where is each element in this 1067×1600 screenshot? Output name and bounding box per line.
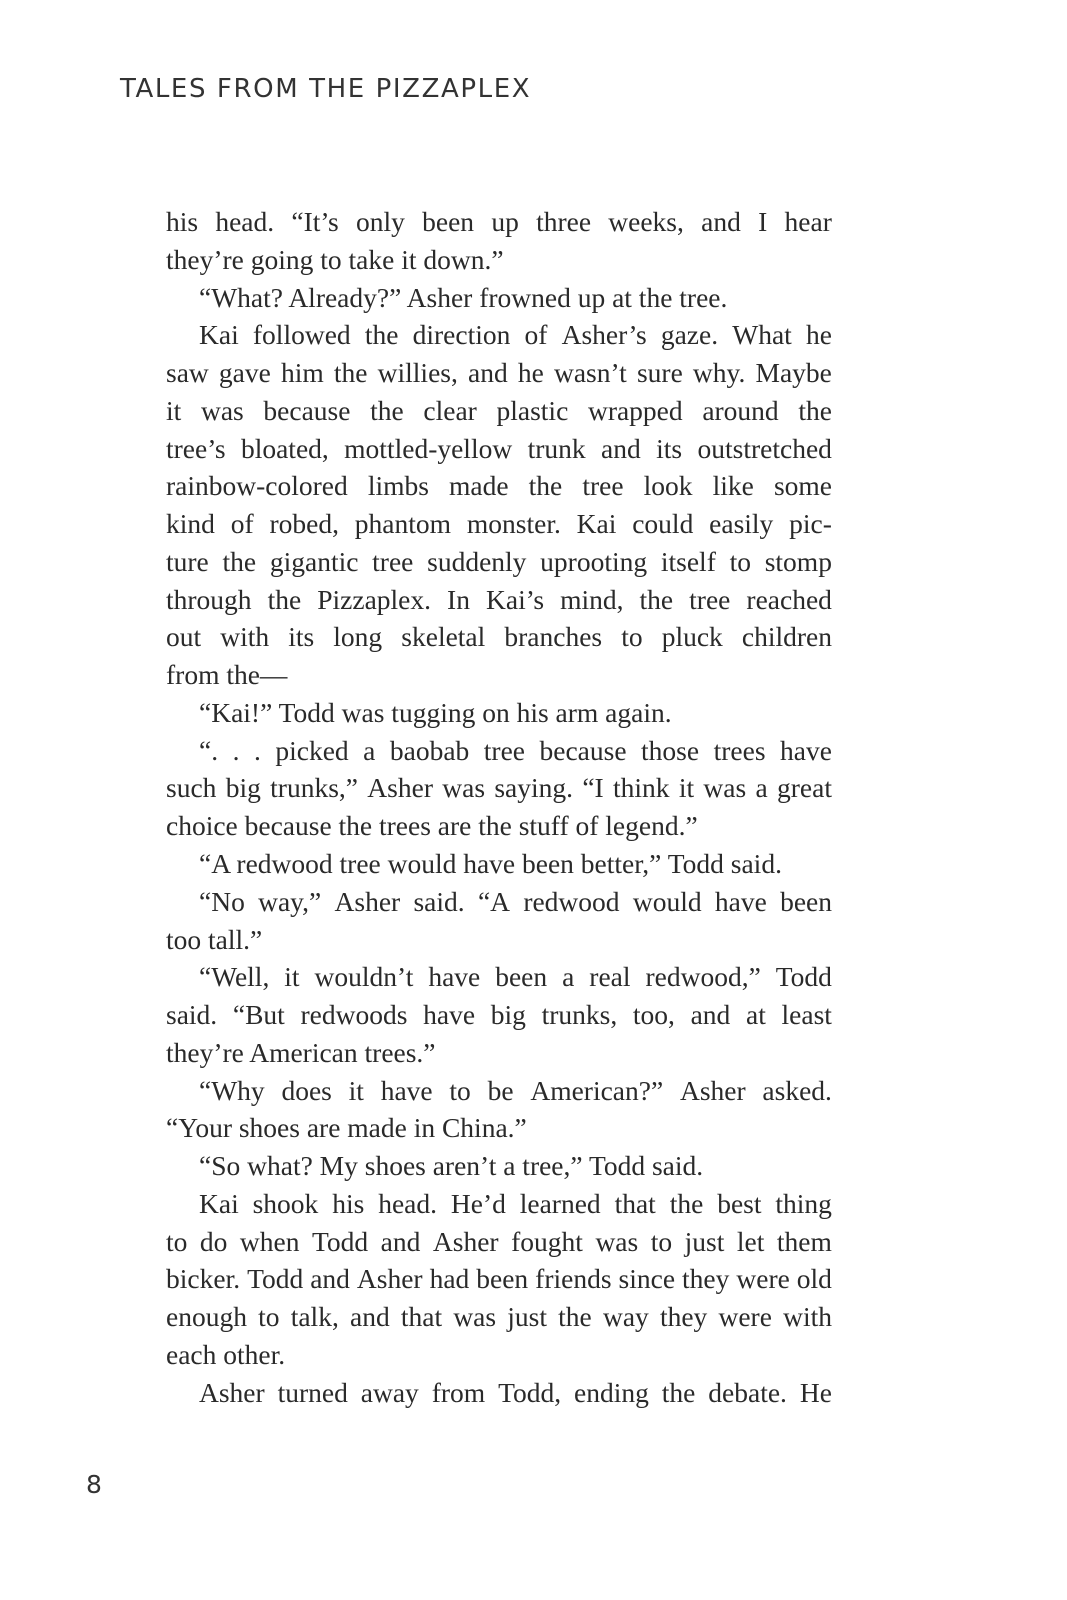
word: a [363, 734, 376, 766]
word: been [495, 961, 548, 993]
word: have [428, 961, 481, 993]
word: been [422, 206, 475, 237]
word: to [621, 621, 643, 653]
word: willies, [377, 357, 458, 389]
word: just [684, 1225, 725, 1257]
word: head. [215, 206, 275, 237]
word: uprooting [540, 545, 648, 577]
word: out [166, 621, 202, 653]
word: outstretched [697, 432, 832, 464]
word: three [536, 206, 592, 237]
word: because [263, 394, 351, 426]
word: to [258, 1301, 280, 1333]
word: he [806, 319, 832, 351]
word: What [732, 319, 792, 351]
word: shook [252, 1187, 319, 1219]
word: the [558, 1301, 592, 1333]
word: have [780, 734, 832, 766]
word: talk, [290, 1301, 339, 1333]
word: baobab [389, 734, 470, 766]
word: up [491, 206, 519, 237]
word: he [517, 357, 544, 389]
word: was [595, 1225, 639, 1257]
word: bicker. [166, 1263, 241, 1295]
word: real [589, 961, 631, 993]
word: saw [166, 357, 209, 389]
word: of [524, 319, 548, 351]
text-line [166, 203, 832, 241]
word: away [360, 1376, 419, 1408]
word: children [741, 621, 832, 653]
text-line: “Your shoes are made in China.” [166, 1112, 527, 1144]
word: “Well, [199, 961, 270, 993]
word: was [703, 772, 747, 804]
word: rainbow-colored [166, 470, 348, 502]
word: when [239, 1225, 300, 1257]
text-line: each other. [166, 1338, 286, 1370]
word: have [380, 1074, 433, 1106]
word: friends [535, 1263, 612, 1295]
word: Todd [247, 1263, 304, 1295]
text-line [166, 543, 832, 581]
word: tree’s [166, 432, 226, 464]
word: robed, [269, 508, 339, 540]
word: way [602, 1301, 649, 1333]
word: ture [166, 545, 209, 577]
word: through [166, 583, 252, 615]
word: the [669, 1187, 704, 1219]
word: debate. [708, 1376, 787, 1408]
word: to [166, 1225, 188, 1257]
text-line: “Kai!” Todd was tugging on his arm again. [199, 696, 672, 728]
word: have [714, 885, 767, 917]
word: clear [423, 394, 477, 426]
text-line [166, 769, 832, 807]
text-line: “What? Already?” Asher frowned up at the tree. [199, 281, 728, 313]
word: with [783, 1301, 832, 1333]
word: been [780, 885, 832, 917]
word: the [370, 394, 404, 426]
word: its [288, 621, 315, 653]
word: it [678, 772, 695, 804]
word: around [702, 394, 779, 426]
word: I [758, 206, 768, 237]
word: redwood,” [645, 961, 761, 993]
text-line [166, 1298, 832, 1336]
word: too, [632, 999, 675, 1031]
word: “I [582, 772, 604, 804]
word: saying. [494, 772, 574, 804]
word: Asher [679, 1074, 746, 1106]
word: to [729, 545, 751, 577]
word: to [650, 1225, 673, 1257]
word: He’d [450, 1187, 506, 1219]
text-line [166, 1260, 832, 1298]
word: easily [709, 508, 774, 540]
word: them [776, 1225, 832, 1257]
word: Asher [199, 1376, 265, 1408]
word: skeletal [401, 621, 486, 653]
word: the [333, 357, 368, 389]
word: “A [477, 885, 511, 917]
word: the [798, 394, 832, 426]
word: “But [232, 999, 285, 1031]
word: limbs [367, 470, 429, 502]
page-number: 8 [86, 1470, 102, 1499]
word: enough [166, 1301, 247, 1333]
text-line [166, 883, 832, 921]
word: it [348, 1074, 364, 1106]
word: it [284, 961, 300, 993]
word: let [736, 1225, 765, 1257]
word: big [490, 999, 526, 1031]
word: . [232, 734, 240, 766]
word: said. [166, 999, 218, 1031]
word: . [253, 734, 261, 766]
word: were [718, 1301, 772, 1333]
word: gave [218, 357, 271, 389]
word: picked [275, 734, 349, 766]
word: does [281, 1074, 332, 1106]
word: his [332, 1187, 365, 1219]
word: and [601, 432, 641, 464]
word: could [632, 508, 694, 540]
text-line [166, 732, 832, 770]
word: him [280, 357, 324, 389]
word: best [717, 1187, 762, 1219]
word: that [400, 1301, 443, 1333]
word: Asher [367, 772, 433, 804]
word: those [641, 734, 700, 766]
word: been [476, 1263, 529, 1295]
word: had [429, 1263, 470, 1295]
text-line [166, 1223, 832, 1261]
word: suddenly [427, 545, 527, 577]
word: stomp [764, 545, 832, 577]
text-line [166, 467, 832, 505]
word: phantom [354, 508, 452, 540]
word: asked. [762, 1074, 832, 1106]
text-line [166, 1072, 832, 1110]
word: head. [378, 1187, 437, 1219]
text-line [166, 1185, 832, 1223]
word: a [755, 772, 768, 804]
word: “No [199, 885, 245, 917]
word: why. [692, 357, 746, 389]
word: big [225, 772, 261, 804]
word: long [333, 621, 383, 653]
word: and [468, 357, 508, 389]
text-line [166, 316, 832, 354]
word: gigantic [269, 545, 359, 577]
word: “It’s [291, 206, 339, 237]
word: bloated, [240, 432, 329, 464]
word: gaze. [660, 319, 719, 351]
text-line [166, 958, 832, 996]
word: wouldn’t [314, 961, 414, 993]
word: its [656, 432, 683, 464]
word: Todd [312, 1225, 369, 1257]
word: Kai’s [486, 583, 545, 615]
word: think [613, 772, 670, 804]
word: of [230, 508, 254, 540]
word: Asher’s [561, 319, 647, 351]
word: trees [713, 734, 766, 766]
word: have [423, 999, 476, 1031]
word: learned [519, 1187, 601, 1219]
word: Kai [199, 1187, 239, 1219]
text-line: “A redwood tree would have been better,” Todd said. [199, 848, 782, 880]
word: sure [636, 357, 683, 389]
word: the [528, 470, 563, 502]
word: itself [660, 545, 716, 577]
word: and [380, 1225, 421, 1257]
word: just [507, 1301, 547, 1333]
text-line [166, 430, 832, 468]
word: and [690, 999, 731, 1031]
word: Asher [334, 885, 401, 917]
word: thing [775, 1187, 832, 1219]
word: only [356, 206, 405, 237]
word: mottled-yellow [344, 432, 513, 464]
word: fought [511, 1225, 583, 1257]
text-line: they’re American trees.” [166, 1036, 436, 1068]
word: look [643, 470, 693, 502]
word: wasn’t [553, 357, 627, 389]
word: great [777, 772, 832, 804]
word: because [539, 734, 627, 766]
word: to [449, 1074, 471, 1106]
word: a [562, 961, 575, 993]
word: kind [166, 508, 215, 540]
word: such [166, 772, 217, 804]
word: since [618, 1263, 676, 1295]
word: Kai [576, 508, 617, 540]
text-line: “So what? My shoes aren’t a tree,” Todd said. [199, 1150, 704, 1182]
word: plastic [496, 394, 569, 426]
word: like [712, 470, 754, 502]
text-line [166, 618, 832, 656]
word: tree [689, 583, 731, 615]
word: trunk [527, 432, 586, 464]
word: pluck [661, 621, 723, 653]
text-line [166, 1374, 832, 1412]
word: the [267, 583, 302, 615]
word: Asher [356, 1263, 423, 1295]
word: do [199, 1225, 228, 1257]
word: tree [372, 545, 414, 577]
word: ending [574, 1376, 649, 1408]
word: wrapped [587, 394, 683, 426]
word: “. [199, 734, 219, 766]
word: redwoods [300, 999, 408, 1031]
word: “Why [199, 1074, 265, 1106]
word: and [310, 1263, 350, 1295]
word: was [453, 1301, 497, 1333]
word: was [442, 772, 486, 804]
word: would [632, 885, 702, 917]
word: some [773, 470, 832, 502]
word: pic- [789, 508, 832, 540]
word: they [659, 1301, 708, 1333]
word: turned [277, 1376, 348, 1408]
word: it [166, 394, 182, 426]
word: tree [582, 470, 624, 502]
text-line: they’re going to take it down.” [166, 243, 504, 275]
text-line [166, 996, 832, 1034]
word: trunks, [541, 999, 618, 1031]
word: the [661, 1376, 696, 1408]
word: be [487, 1074, 514, 1106]
word: Pizzaplex. [317, 583, 432, 615]
text-line [166, 505, 832, 543]
word: least [781, 999, 832, 1031]
text-line: too tall.” [166, 923, 263, 955]
word: Todd [775, 961, 832, 993]
word: tree [483, 734, 526, 766]
word: Todd, [498, 1376, 562, 1408]
word: American?” [530, 1074, 664, 1106]
word: they [682, 1263, 730, 1295]
word: In [447, 583, 470, 615]
word: Asher [432, 1225, 499, 1257]
word: said. [413, 885, 465, 917]
word: redwood [523, 885, 620, 917]
word: were [736, 1263, 790, 1295]
word: hear [784, 206, 832, 237]
word: and [701, 206, 741, 237]
word: was [200, 394, 244, 426]
text-line: from the— [166, 659, 288, 691]
body-text [166, 203, 832, 1412]
text-line [166, 581, 832, 619]
word: direction [412, 319, 511, 351]
word: Maybe [755, 357, 832, 389]
word: at [746, 999, 766, 1031]
word: made [449, 470, 509, 502]
running-head: TALES FROM THE PIZZAPLEX [120, 74, 532, 104]
word: reached [746, 583, 832, 615]
word: the [222, 545, 257, 577]
word: Kai [199, 319, 239, 351]
word: with [220, 621, 270, 653]
word: way,” [258, 885, 322, 917]
word: trunks,” [270, 772, 358, 804]
word: the [364, 319, 399, 351]
word: and [350, 1301, 390, 1333]
word: followed [252, 319, 351, 351]
word: from [431, 1376, 486, 1408]
word: monster. [466, 508, 561, 540]
word: that [614, 1187, 656, 1219]
word: his [166, 206, 199, 237]
word: mind, [560, 583, 624, 615]
text-line [166, 392, 832, 430]
word: He [799, 1376, 832, 1408]
word: weeks, [608, 206, 684, 237]
word: old [796, 1263, 832, 1295]
text-line [166, 354, 832, 392]
word: branches [504, 621, 603, 653]
text-line: choice because the trees are the stuff of legend.” [166, 810, 698, 842]
word: the [639, 583, 674, 615]
